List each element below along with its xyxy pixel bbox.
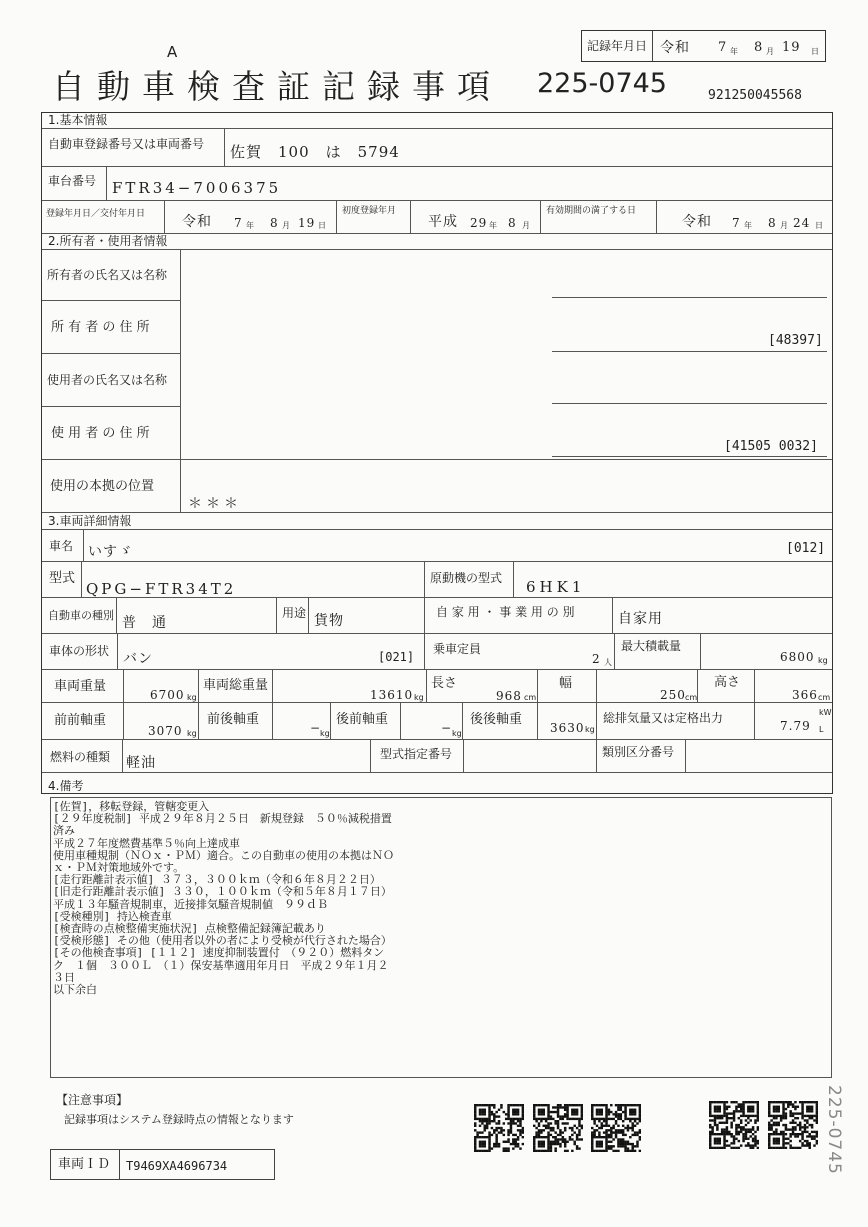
record-date-day: 19 xyxy=(782,40,801,55)
front-front-axle-label: 前前軸重 xyxy=(54,713,107,728)
remarks-line: 平成２７年度燃費基準５％向上達成車 xyxy=(53,836,240,850)
remarks-line: [検査時の点検整備実施状況] 点検整備記録簿記載あり xyxy=(53,922,326,936)
capacity-label: 乗車定員 xyxy=(433,642,482,656)
notice-text: 記録事項はシステム登録時点の情報となります xyxy=(64,1113,294,1126)
section-remarks-title: 4.備考 xyxy=(48,779,84,793)
document-title: 自動車検査証記録事項 xyxy=(52,67,502,106)
remarks-line: [受検形態] その他（使用者以外の者により受検が代行された場合） xyxy=(53,934,392,948)
expiry-day: 24 xyxy=(793,216,811,230)
rear-rear-axle-label: 後後軸重 xyxy=(470,712,523,727)
issue-date-year: 7 xyxy=(234,216,243,230)
vehicle-kind-label: 自動車の種別 xyxy=(48,609,114,622)
displacement-label: 総排気量又は定格出力 xyxy=(603,711,724,725)
vehicle-id-box xyxy=(50,1149,275,1180)
body-shape-value: バン xyxy=(123,651,153,667)
first-reg-era: 平成 xyxy=(428,214,458,230)
vehicle-inspection-record-page: A 記録年月日 令和 7 年 8 月 19 日 自動車検査証記録事項 225-0745 921250045568 1.基本情報 自動車登録番号又は車両番号 佐賀 100 は 5794 車台番号 FTR34−7006375 登録年月日／交付年月日 令和 7 年 8 月 19 日 初度登録年月 平成 29 年 8 月 有効期間の満了する日 令和 7 年 8 月 24 日 2.所有者・使用者情報 所有者の氏名又は名称 所 有 者 の 住 所 [48397] 使用者の氏名又は名称 使 用 者 の 住 所 [41505 0032] 使用の本拠の位置 ＊＊＊ 3.車両詳細情報 車名 いすゞ [012] 型式 QPG−FTR34T2 原動機の型式 6HK1 自動車の種別 普 通 用途 貨物 自 家 用 ・ 事 業 用 の 別 自家用 車体の形状 バン [021] 乗車定員 2 人 最大積載量 6800 kg 車両重量 6700 kg 車両総重量 13610 kg 長さ 968 cm 幅 250 cm 高さ 366 cm 前前軸重 3070 kg 前後軸重 − kg 後前軸重 − kg 後後軸重 3630 kg 総排気量又は定格出力 7.79 kW L 燃料の種類 軽油 型式指定番号 類別区分番号 4.備考 [佐賀]，移転登録，管轄変更入 [２９年度税制] 平成２９年８月２５日 新規登録 ５０％減税措置 済み 平成２７年度燃費基準５％向上達成車 使用車種規制（ＮＯｘ・ＰＭ）適合。この自動車の使用の本拠はＮＯ ｘ・ＰＭ対策地域外です。 [走行距離計表示値] ３７３，３００ｋｍ（令和６年８月２２日） [旧走行距離計表示値] ３３０，１００ｋｍ（令和５年８月１７日） 平成１３年騒音規制車，近接排気騒音規制値 ９９ｄＢ [受検種別] 持込検査車 [検査時の点検整備実施状況] 点検整備記録簿記載あり [受検形態] その他（使用者以外の者により受検が代行された場合） [その他検査事項] [１１２] 速度抑制装置付 （９２０）燃料タン ク １個 ３００Ｌ （１）保安基準適用年月日 平成２９年１月２ ３日 以下余白 【注意事項】 記録事項はシステム登録時点の情報となります 車両ＩＤ T9469XA4696734 225-0745 xyxy=(0,0,868,1227)
vehicle-id-label: 車両ＩＤ xyxy=(58,1157,111,1172)
length-label: 長さ xyxy=(431,676,458,691)
remarks-line: [旧走行距離計表示値] ３３０，１００ｋｍ（令和５年８月１７日） xyxy=(53,885,392,899)
base-location-label: 使用の本拠の位置 xyxy=(50,479,155,494)
front-rear-axle-value: − xyxy=(310,721,322,735)
record-date-era: 令和 xyxy=(660,40,690,56)
max-load-value: 6800 xyxy=(780,650,815,664)
vehicle-id-value: T9469XA4696734 xyxy=(126,1159,228,1173)
handwritten-number: 225-0745 xyxy=(537,68,667,99)
rear-front-axle-value: − xyxy=(441,721,453,735)
issue-date-label: 登録年月日／交付年月日 xyxy=(46,209,146,219)
remarks-line: [その他検査事項] [１１２] 速度抑制装置付 （９２０）燃料タン xyxy=(53,946,385,960)
expiry-era: 令和 xyxy=(682,214,712,230)
max-load-label: 最大積載量 xyxy=(621,639,682,653)
remarks-line: [受検種別] 持込検査車 xyxy=(53,909,172,923)
user-name-label: 使用者の氏名又は名称 xyxy=(47,373,168,387)
record-date-box: 記録年月日 令和 7 年 8 月 19 日 xyxy=(581,30,826,62)
gross-weight-value: 13610 xyxy=(370,688,414,702)
model-label: 型式 xyxy=(49,571,76,586)
vehicle-kind-value: 普 通 xyxy=(122,615,167,631)
height-value: 366 xyxy=(792,688,818,702)
height-label: 高さ xyxy=(714,675,741,690)
use-value: 貨物 xyxy=(314,613,344,629)
issue-date-era: 令和 xyxy=(182,214,212,230)
private-business-label: 自 家 用 ・ 事 業 用 の 別 xyxy=(436,605,575,619)
issue-date-day: 19 xyxy=(298,216,316,230)
engine-label: 原動機の型式 xyxy=(430,571,503,585)
model-value: QPG−FTR34T2 xyxy=(86,580,237,598)
width-value: 250 xyxy=(660,688,686,702)
user-code: [41505 0032] xyxy=(724,439,818,454)
fuel-type-value: 軽油 xyxy=(126,755,156,771)
gross-weight-label: 車両総重量 xyxy=(203,678,269,693)
reg-no-label: 自動車登録番号又は車両番号 xyxy=(48,137,205,151)
qr-code-5 xyxy=(768,1101,818,1149)
qr-code-2 xyxy=(533,1104,583,1152)
use-label: 用途 xyxy=(282,606,307,620)
rear-front-axle-label: 後前軸重 xyxy=(336,712,389,727)
remarks-line: 平成１３年騒音規制車，近接排気騒音規制値 ９９ｄＢ xyxy=(53,897,328,911)
qr-code-3 xyxy=(591,1104,641,1152)
vehicle-weight-value: 6700 xyxy=(150,688,185,702)
remarks-line: [２９年度税制] 平成２９年８月２５日 新規登録 ５０％減税措置 xyxy=(53,812,392,826)
user-address-label: 使 用 者 の 住 所 xyxy=(51,426,150,441)
owner-name-label: 所有者の氏名又は名称 xyxy=(47,268,168,282)
category-label: 類別区分番号 xyxy=(602,745,675,759)
document-number: 921250045568 xyxy=(708,88,802,103)
remarks-line: [佐賀]，移転登録，管轄変更入 xyxy=(53,800,210,813)
handwritten-side-number: 225-0745 xyxy=(824,1085,844,1175)
expiry-month: 8 xyxy=(768,216,777,230)
first-reg-label: 初度登録年月 xyxy=(342,206,397,216)
width-label: 幅 xyxy=(559,676,573,691)
chassis-label: 車台番号 xyxy=(48,174,97,188)
car-name-code: [012] xyxy=(786,541,826,556)
remarks-line: 以下余白 xyxy=(53,983,97,997)
owner-code: [48397] xyxy=(768,333,823,348)
front-front-axle-value: 3070 xyxy=(148,724,183,738)
section-owner-title: 2.所有者・使用者情報 xyxy=(48,234,168,248)
capacity-value: 2 xyxy=(592,652,601,666)
base-location-value: ＊＊＊ xyxy=(188,496,242,512)
car-name-value: いすゞ xyxy=(88,544,133,560)
private-business-value: 自家用 xyxy=(618,611,663,627)
qr-code-1 xyxy=(474,1104,524,1152)
body-shape-label: 車体の形状 xyxy=(49,644,110,658)
first-reg-year: 29 xyxy=(470,216,488,230)
designation-label: 型式指定番号 xyxy=(380,747,453,761)
qr-code-4 xyxy=(709,1101,759,1149)
chassis-value: FTR34−7006375 xyxy=(112,179,282,197)
displacement-value: 7.79 xyxy=(780,719,811,733)
notice-title: 【注意事項】 xyxy=(56,1093,129,1107)
remarks-line: 使用車種規制（ＮＯｘ・ＰＭ）適合。この自動車の使用の本拠はＮＯ xyxy=(53,848,394,862)
issue-date-month: 8 xyxy=(270,216,279,230)
reg-no-value: 佐賀 100 は 5794 xyxy=(230,143,400,161)
section-basic-title: 1.基本情報 xyxy=(48,113,108,127)
remarks-line: 済み xyxy=(53,824,75,838)
remarks-line: [走行距離計表示値] ３７３，３００ｋｍ（令和６年８月２２日） xyxy=(53,873,381,887)
first-reg-month: 8 xyxy=(508,216,517,230)
record-date-label: 記録年月日 xyxy=(587,39,648,53)
owner-address-label: 所 有 者 の 住 所 xyxy=(51,320,150,335)
record-date-month: 8 xyxy=(754,40,764,55)
remarks-line: ３日 xyxy=(53,970,75,984)
engine-value: 6HK1 xyxy=(526,578,586,596)
label-a: A xyxy=(167,43,178,61)
vehicle-weight-label: 車両重量 xyxy=(54,679,107,694)
expiry-label: 有効期間の満了する日 xyxy=(546,206,637,216)
remarks-text xyxy=(53,801,443,996)
body-shape-code: [021] xyxy=(378,650,415,664)
record-date-year: 7 xyxy=(718,40,728,55)
front-rear-axle-label: 前後軸重 xyxy=(207,712,260,727)
remarks-line: ク １個 ３００Ｌ （１）保安基準適用年月日 平成２９年１月２ xyxy=(53,958,389,972)
remarks-line: ｘ・ＰＭ対策地域外です。 xyxy=(53,861,185,875)
rear-rear-axle-value: 3630 xyxy=(550,721,585,735)
expiry-year: 7 xyxy=(732,216,741,230)
length-value: 968 xyxy=(496,689,522,703)
car-name-label: 車名 xyxy=(49,539,74,553)
fuel-type-label: 燃料の種類 xyxy=(50,750,111,764)
section-vehicle-title: 3.車両詳細情報 xyxy=(48,514,132,528)
